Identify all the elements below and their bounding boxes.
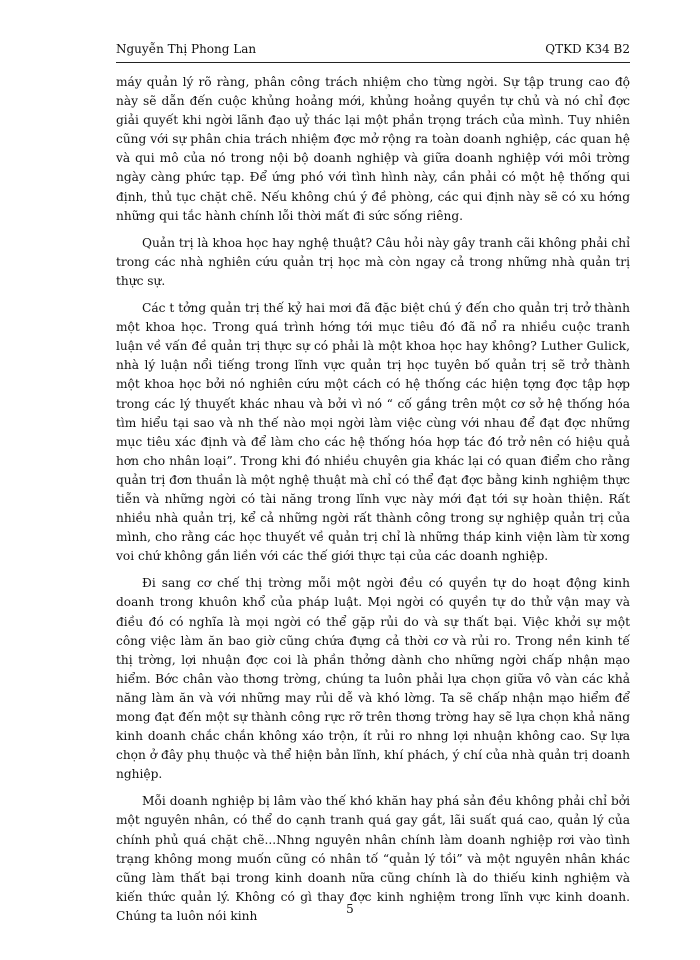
paragraph: Quản trị là khoa học hay nghệ thuật? Câu hỏi này gây tranh cãi không phải chỉ trong các nhà nghiên cứu quản trị học mà còn ngay cả trong những nhà quản trị thực sự.	[116, 235, 630, 288]
header-divider	[116, 62, 630, 63]
header-class-code: QTKD K34 B2	[545, 42, 630, 56]
page-number: 5	[346, 902, 354, 916]
paragraph: máy quản lý rõ ràng, phân công trách nhiệm cho từng ngời. Sự tập trung cao độ này sẽ dẫn đến cuộc khủng hoảng mới, khủng hoảng quyền tự chủ và nó chỉ đợc giải quyết khi ngời lãnh đạo uỷ thác lại một phần trọng trách của mình. Tuy nhiên cũng với sự phân chia trách nhiệm đợc mở rộng ra toàn doanh nghiệp, các quan hệ và qui mô của nó trong nội bộ doanh nghiệp và giữa doanh nghiệp với môi trờng ngày càng phức tạp. Để ứng phó với tình hình này, cần phải có một hệ thống qui định, thủ tục chặt chẽ. Nếu không chú ý đề phòng, các qui định này sẽ có xu hớng những qui tắc hành chính lỗi thời mất đi sức sống riêng.	[116, 75, 630, 223]
header-author: Nguyễn Thị Phong Lan	[116, 42, 257, 56]
document-body	[116, 73, 630, 934]
paragraph: Các t tởng quản trị thế kỷ hai mơi đã đặc biệt chú ý đến cho quản trị trở thành một khoa học. Trong quá trình hớng tới mục tiêu đó đã nổ ra nhiều cuộc tranh luận về vấn đề quản trị thực sự có phải là một khoa học hay không? Luther Gulick, nhà lý luận nổi tiếng trong lĩnh vực quản trị học tuyên bố quản trị sẽ trở thành một khoa học bởi nó nghiên cứu một cách có hệ thống các hiện tợng đợc tập hợp trong các lý thuyết khác nhau và bởi vì nó “ cố gắng trên một cơ sở hệ thống hóa tìm hiểu tại sao và nh thế nào mọi ngời làm việc cùng với nhau để đạt đợc những mục tiêu xác định và để làm cho các hệ thống hóa hợp tác đó trở nên có hiệu quả hơn cho nhân loại”. Trong khi đó nhiều chuyên gia khác lại có quan điểm cho rằng quản trị đơn thuần là một nghệ thuật mà chỉ có thể đạt đợc bằng kinh nghiệm thực tiễn và những ngời có tài năng trong lĩnh vực này mới đạt tới sự hoàn thiện. Rất nhiều nhà quản trị, kể cả những ngời rất thành công trong sự nghiệp quản trị của mình, cho rằng các học thuyết về quản trị chỉ là những tháp kinh viện làm từ xơng voi chứ không gắn liền với các thế giới thực tại của các doanh nghiệp.	[116, 301, 630, 564]
page-header	[116, 38, 630, 60]
paragraph: Đi sang cơ chế thị trờng mỗi một ngời đều có quyền tự do hoạt động kinh doanh trong khuôn khổ của pháp luật. Mọi ngời có quyền tự do thử vận may và điều đó có nghĩa là mọi ngời có thể gặp rủi do và sự thất bại. Việc khởi sự một công việc làm ăn bao giờ cũng chứa đựng cả thời cơ và rủi ro. Trong nền kinh tế thị trờng, lợi nhuận đợc coi là phần thởng dành cho những ngời chấp nhận mạo hiểm. Bớc chân vào thơng trờng, chúng ta luôn phải lựa chọn giữa vô vàn các khả năng làm ăn và với những may rủi dễ và khó lờng. Ta sẽ chấp nhận mạo hiểm để mong đạt đến một sự thành công rực rỡ trên thơng trờng hay sẽ lựa chọn khả năng kinh doanh chắc chắn không xáo trộn, ít rủi ro nhng lợi nhuận không cao. Sự lựa chọn ở đây phụ thuộc và thể hiện bản lĩnh, khí phách, ý chí của nhà quản trị doanh nghiệp.	[116, 576, 630, 782]
paragraph: Mỗi doanh nghiệp bị lâm vào thế khó khăn hay phá sản đều không phải chỉ bởi một nguyên nhân, có thể do cạnh tranh quá gay gắt, lãi suất quá cao, quản lý của chính phủ quá chặt chẽ...Nhng nguyên nhân chính làm doanh nghiệp rơi vào tình trạng không mong muốn cũng có nhân tố “quản lý tồi” và một nguyên nhân khác cũng làm thất bại trong kinh doanh nữa cũng chính là do thiếu kinh nghiệm và kiến thức quản lý. Không có gì thay đợc kinh nghiệm trong lĩnh vực kinh doanh. Chúng ta luôn nói kinh	[116, 794, 630, 923]
